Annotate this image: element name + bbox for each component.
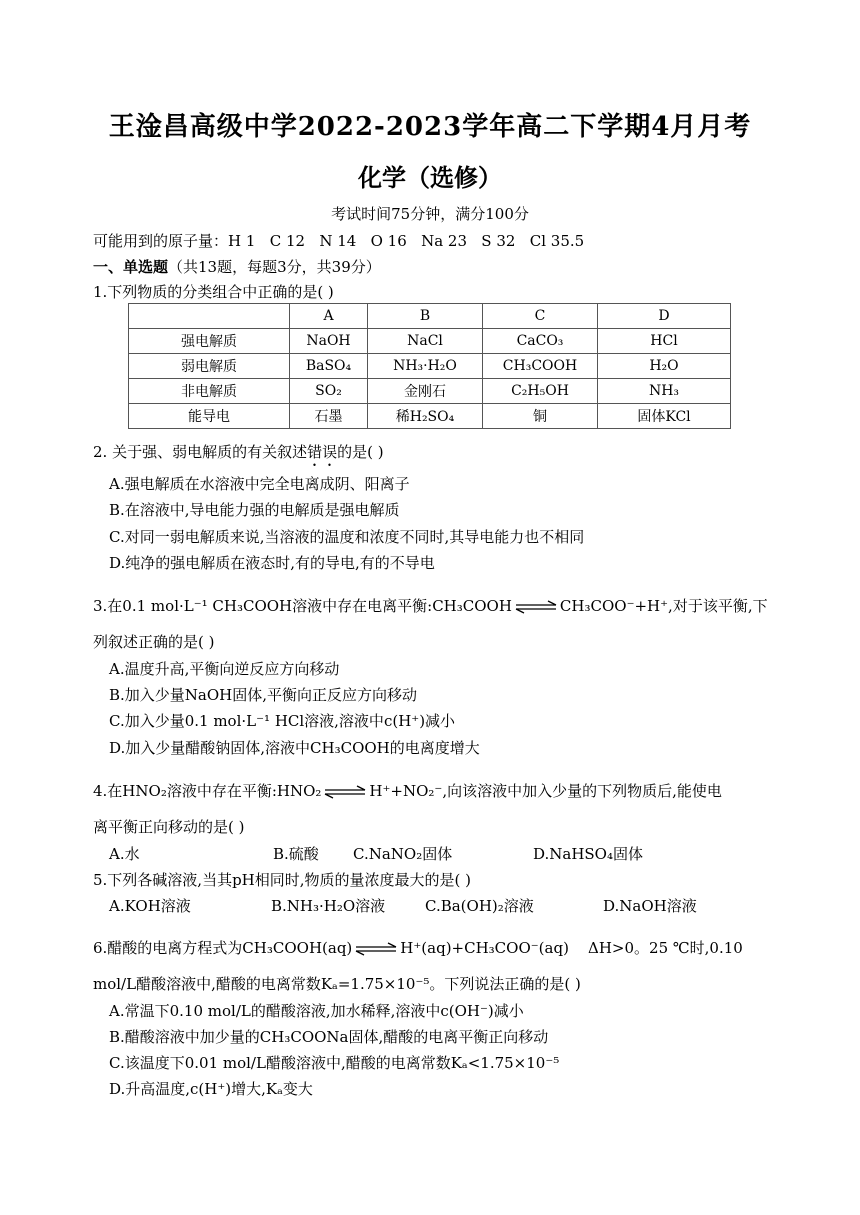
section-title: 一、单选题 [93, 258, 169, 276]
atomic-mass-line: 可能用到的原子量：H 1 C 12 N 14 O 16 Na 23 S 32 Cl 35.5 [93, 232, 585, 250]
q6-option-a: A.常温下0.10 mol/L的醋酸溶液,加水稀释,溶液中c(OH⁻)减小 [109, 1002, 524, 1020]
q6-option-c: C.该温度下0.01 mol/L醋酸溶液中,醋酸的电离常数Kₐ<1.75×10⁻⁵ [109, 1054, 560, 1072]
q2-option-a: A.强电解质在水溶液中完全电离成阴、阳离子 [109, 475, 410, 493]
table-cell: HCl [598, 329, 731, 354]
q5-option-b: B.NH₃·H₂O溶液 [271, 897, 386, 915]
table-cell [129, 304, 290, 329]
q3-option-b: B.加入少量NaOH固体,平衡向正反应方向移动 [109, 686, 418, 704]
q3-option-d: D.加入少量醋酸钠固体,溶液中CH₃COOH的电离度增大 [109, 739, 480, 757]
table-cell: C [483, 304, 598, 329]
q6-line-1-start: 6.醋酸的电离方程式为CH₃COOH(aq) [93, 939, 353, 957]
table-row [129, 329, 731, 354]
q5-option-a: A.KOH溶液 [109, 897, 191, 915]
table-cell: CH₃COOH [483, 354, 598, 379]
table-cell: 石墨 [290, 404, 368, 429]
q3-line-1-start: 3.在0.1 mol·L⁻¹ CH₃COOH溶液中存在电离平衡:CH₃COOH [93, 597, 512, 615]
equilibrium-arrow-icon [354, 942, 398, 956]
q3-option-a: A.温度升高,平衡向逆反应方向移动 [109, 660, 340, 678]
table-row [129, 379, 731, 404]
q6-option-b: B.醋酸溶液中加少量的CH₃COONa固体,醋酸的电离平衡正向移动 [109, 1028, 549, 1046]
table-cell: NaCl [368, 329, 483, 354]
table-cell: 金刚石 [368, 379, 483, 404]
question-6-line-1 [93, 937, 743, 958]
q4-option-c: C.NaNO₂固体 [353, 845, 453, 863]
equilibrium-arrow-icon [323, 785, 367, 799]
question-3-line-2: 列叙述正确的是( ) [93, 633, 215, 651]
q4-line-1-end: H⁺+NO₂⁻,向该溶液中加入少量的下列物质后,能使电 [369, 782, 722, 800]
question-1-stem: 1.下列物质的分类组合中正确的是( ) [93, 283, 334, 301]
question-4-line-2: 离平衡正向移动的是( ) [93, 818, 245, 836]
q5-option-d: D.NaOH溶液 [603, 897, 697, 915]
table-row [129, 354, 731, 379]
table-cell: NaOH [290, 329, 368, 354]
table-cell: NH₃ [598, 379, 731, 404]
question-5-stem: 5.下列各碱溶液,当其pH相同时,物质的量浓度最大的是( ) [93, 871, 472, 889]
q4-option-d: D.NaHSO₄固体 [533, 845, 643, 863]
q3-line-1-end: CH₃COO⁻+H⁺,对于该平衡,下 [559, 597, 768, 615]
table-header-row [129, 304, 731, 329]
table-cell: 非电解质 [129, 379, 290, 404]
section-note: （共13题，每题3分，共39分） [168, 258, 381, 276]
q4-option-b: B.硫酸 [273, 845, 319, 863]
table-cell: 能导电 [129, 404, 290, 429]
q4-line-1-start: 4.在HNO₂溶液中存在平衡:HNO₂ [93, 782, 322, 800]
question-6-line-2: mol/L醋酸溶液中,醋酸的电离常数Kₐ=1.75×10⁻⁵。下列说法正确的是( ) [93, 975, 581, 993]
table-cell: NH₃·H₂O [368, 354, 483, 379]
exam-info: 考试时间75分钟，满分100分 [331, 205, 529, 223]
table-cell: 强电解质 [129, 329, 290, 354]
classification-table [128, 303, 731, 429]
table-cell: 固体KCl [598, 404, 731, 429]
table-cell: A [290, 304, 368, 329]
table-cell: 弱电解质 [129, 354, 290, 379]
q6-option-d: D.升高温度,c(H⁺)增大,Kₐ变大 [109, 1080, 313, 1098]
q2-stem-end: 的是( ) [337, 443, 384, 461]
section-heading [93, 256, 381, 277]
table-cell: BaSO₄ [290, 354, 368, 379]
q3-option-c: C.加入少量0.1 mol·L⁻¹ HCl溶液,溶液中c(H⁺)减小 [109, 712, 456, 730]
question-3-line-1 [93, 595, 768, 616]
page-subtitle: 化学（选修） [358, 163, 502, 192]
table-row [129, 404, 731, 429]
table-cell: H₂O [598, 354, 731, 379]
q6-line-1-end: H⁺(aq)+CH₃COO⁻(aq) ΔH>0。25 ℃时,0.10 [400, 939, 743, 957]
equilibrium-arrow-icon [514, 600, 558, 614]
q2-stem-emphasis: 错误 [307, 443, 338, 461]
question-4-line-1 [93, 780, 722, 801]
q2-stem-start: 2. 关于强、弱电解质的有关叙述 [93, 443, 308, 461]
table-cell: C₂H₅OH [483, 379, 598, 404]
table-cell: CaCO₃ [483, 329, 598, 354]
q4-option-a: A.水 [109, 845, 140, 863]
q5-option-c: C.Ba(OH)₂溶液 [425, 897, 534, 915]
q2-option-c: C.对同一弱电解质来说,当溶液的温度和浓度不同时,其导电能力也不相同 [109, 528, 585, 546]
page-title: 王淦昌高级中学2022-2023学年高二下学期4月月考 [108, 112, 752, 142]
table-cell: 稀H₂SO₄ [368, 404, 483, 429]
table-cell: B [368, 304, 483, 329]
table-cell: 铜 [483, 404, 598, 429]
table-cell: SO₂ [290, 379, 368, 404]
q2-option-d: D.纯净的强电解质在液态时,有的导电,有的不导电 [109, 554, 435, 572]
q2-option-b: B.在溶液中,导电能力强的电解质是强电解质 [109, 501, 400, 519]
table-cell: D [598, 304, 731, 329]
question-2-stem [93, 441, 384, 470]
